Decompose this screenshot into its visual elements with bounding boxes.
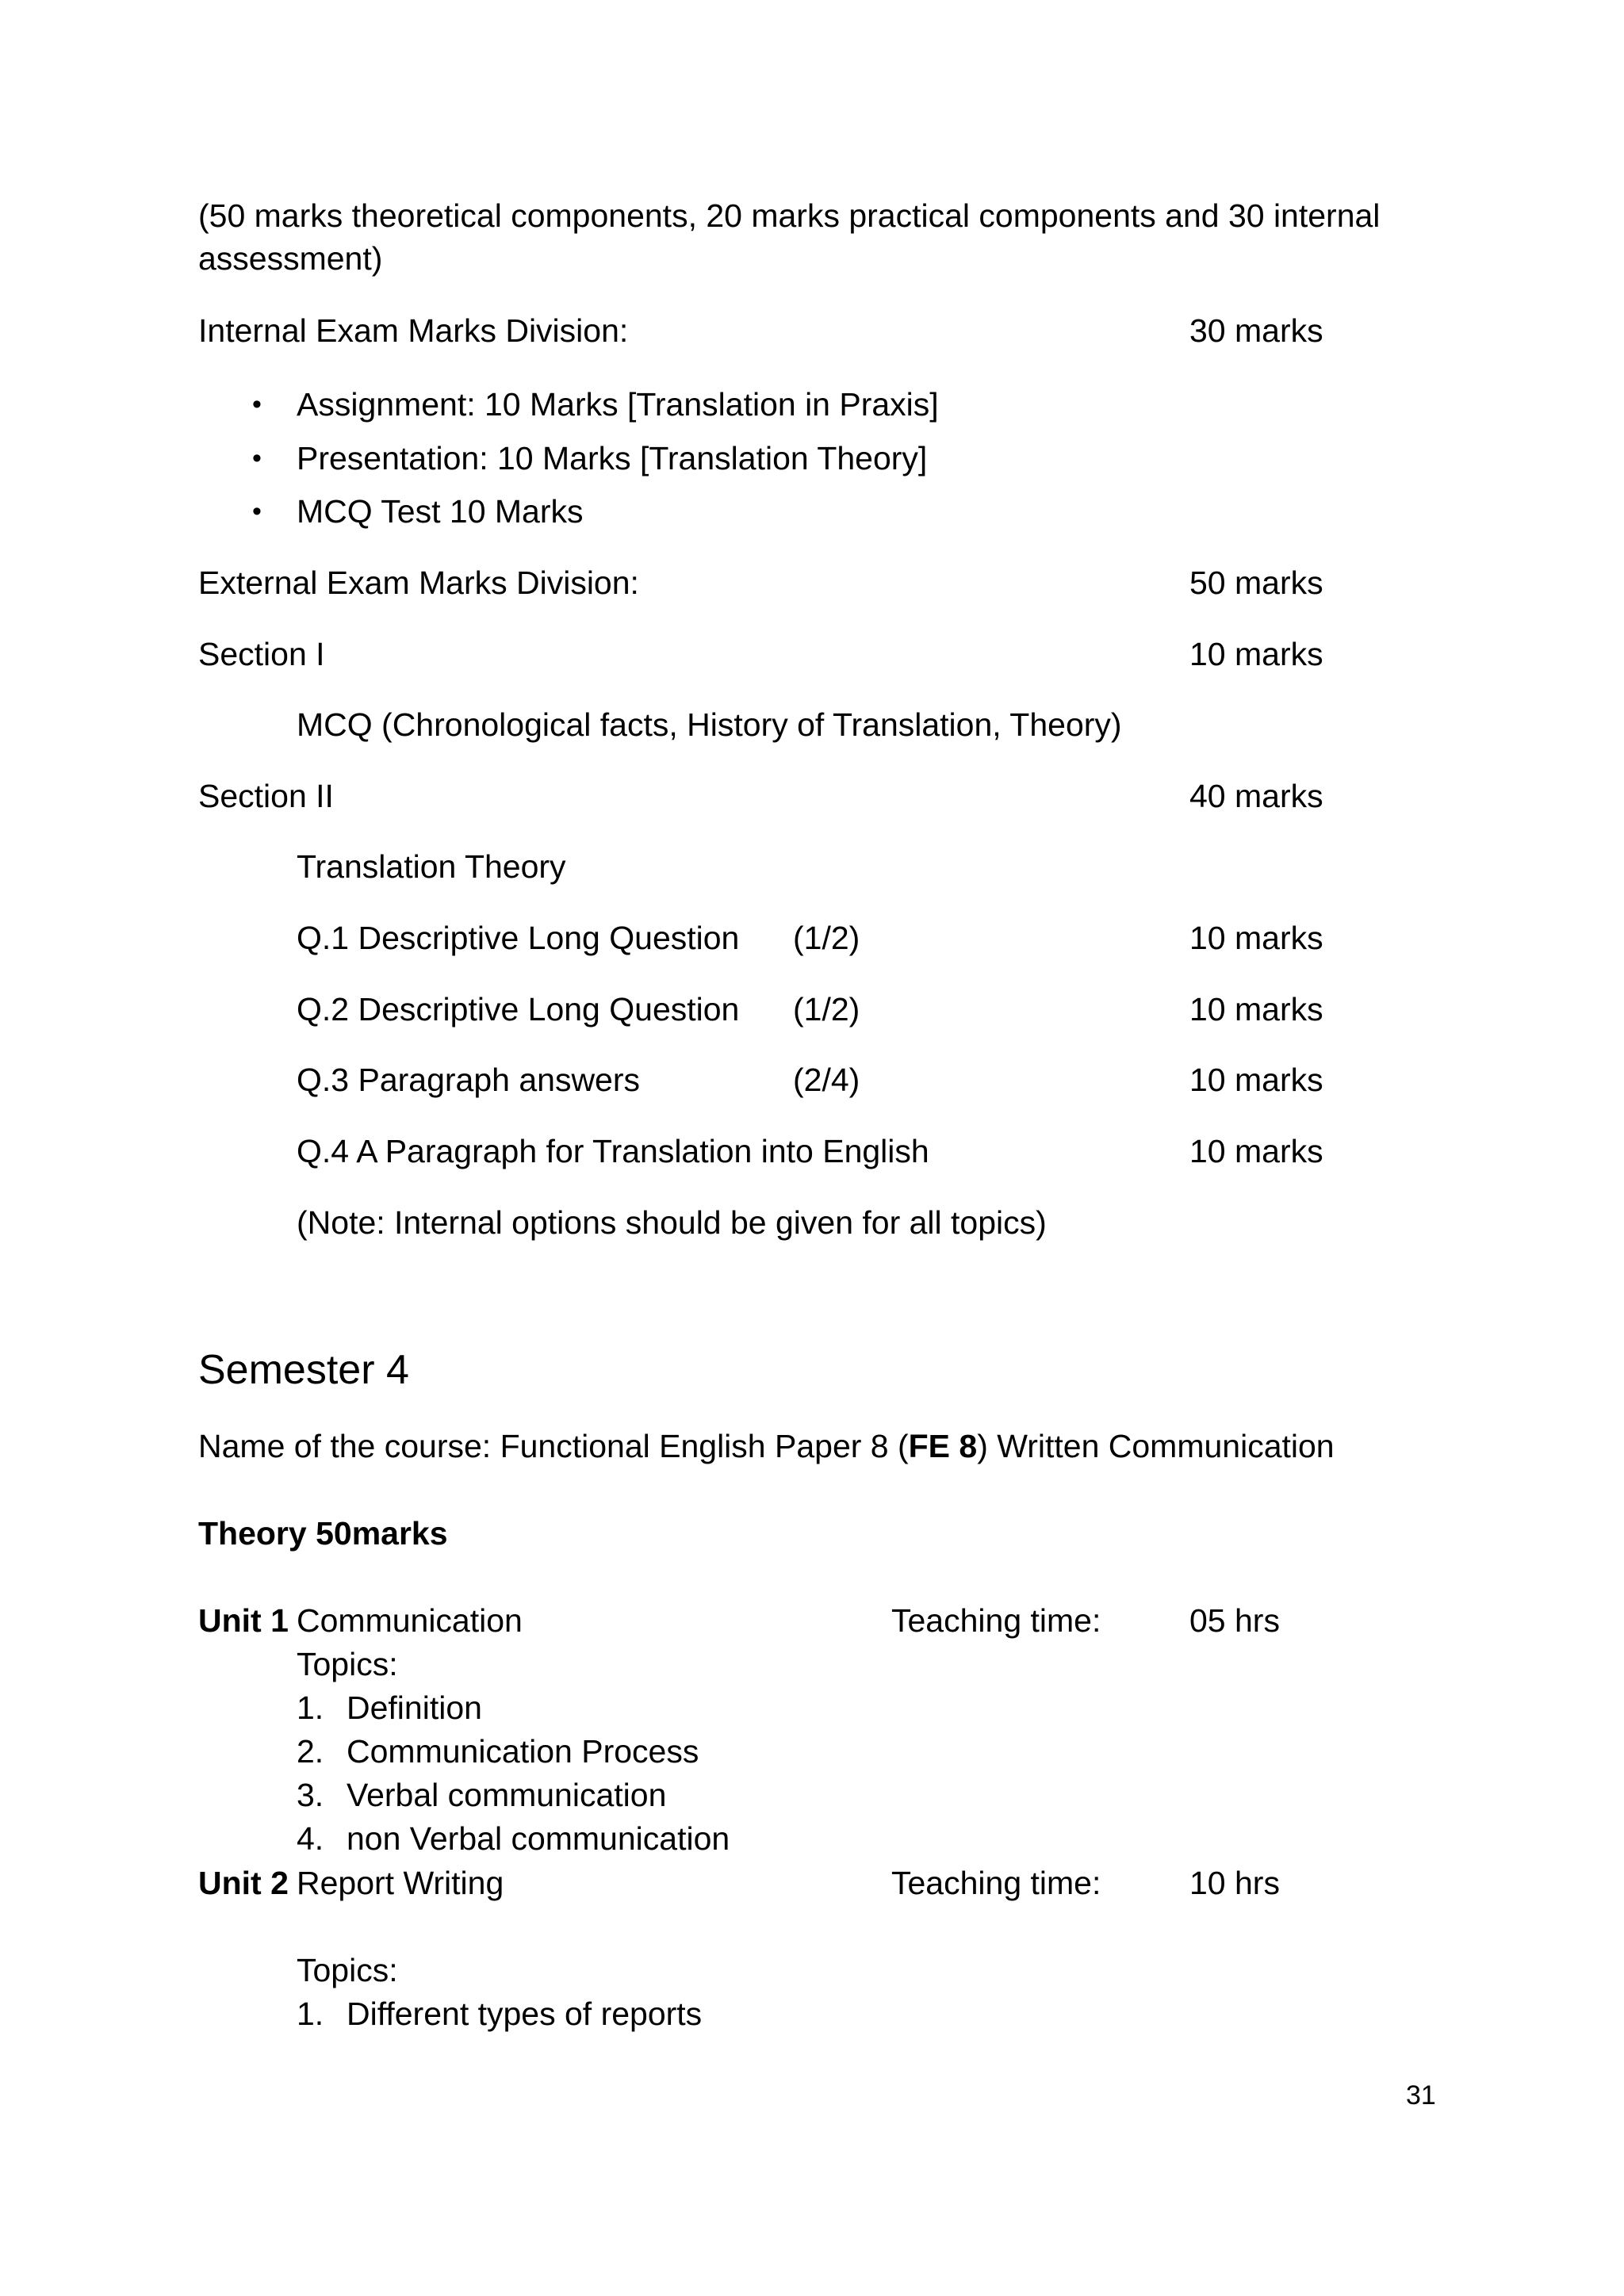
question-4-marks: 10 marks — [1189, 1133, 1323, 1169]
unit-2-label: Unit 2 — [198, 1865, 289, 1901]
section1-marks: 10 marks — [1189, 636, 1323, 672]
question-1-choice: (1/2) — [793, 920, 860, 956]
semester-heading: Semester 4 — [198, 1347, 409, 1393]
internal-bullet-3: MCQ Test 10 Marks — [297, 493, 584, 530]
page-number: 31 — [1406, 2080, 1436, 2110]
intro-line-1: (50 marks theoretical components, 20 marks practical components and 30 internal — [198, 197, 1381, 234]
unit-1-time-label: Teaching time: — [891, 1602, 1101, 1639]
unit-1-topic-1: Definition — [347, 1689, 482, 1726]
unit-1-time: 05 hrs — [1189, 1602, 1280, 1639]
section2-label: Section II — [198, 778, 334, 814]
theory-marks: Theory 50marks — [198, 1515, 448, 1552]
list-number: 2. — [297, 1733, 324, 1770]
question-2-text: Q.2 Descriptive Long Question — [297, 991, 740, 1027]
section2-subtitle: Translation Theory — [297, 848, 566, 885]
bullet-icon: • — [252, 389, 262, 419]
unit-1-topic-4: non Verbal communication — [347, 1820, 730, 1857]
list-number: 1. — [297, 1689, 324, 1726]
unit-2-time-label: Teaching time: — [891, 1865, 1101, 1901]
unit-2-title: Report Writing — [297, 1865, 504, 1901]
list-number: 1. — [297, 1996, 324, 2032]
list-number: 4. — [297, 1820, 324, 1857]
unit-1-topic-2: Communication Process — [347, 1733, 699, 1770]
course-prefix: Name of the course: Functional English Paper 8 ( — [198, 1428, 909, 1464]
question-1-text: Q.1 Descriptive Long Question — [297, 920, 740, 956]
unit-2-time: 10 hrs — [1189, 1865, 1280, 1901]
question-2-choice: (1/2) — [793, 991, 860, 1027]
external-label: External Exam Marks Division: — [198, 564, 639, 601]
section2-note: (Note: Internal options should be given for all topics) — [297, 1204, 1047, 1241]
question-1-marks: 10 marks — [1189, 920, 1323, 956]
external-marks: 50 marks — [1189, 564, 1323, 601]
question-3-text: Q.3 Paragraph answers — [297, 1062, 641, 1098]
question-2-marks: 10 marks — [1189, 991, 1323, 1027]
intro-line-2: assessment) — [198, 240, 383, 277]
course-code: FE 8 — [908, 1428, 978, 1464]
course-name — [198, 1427, 1335, 1466]
bullet-icon: • — [252, 443, 262, 473]
section1-label: Section I — [198, 636, 325, 672]
section1-desc: MCQ (Chronological facts, History of Translation, Theory) — [297, 706, 1122, 743]
question-4-text: Q.4 A Paragraph for Translation into English — [297, 1133, 929, 1169]
internal-marks: 30 marks — [1189, 312, 1323, 349]
unit-1-label: Unit 1 — [198, 1602, 289, 1639]
unit-2-topic-1: Different types of reports — [347, 1996, 703, 2032]
unit-1-topics-label: Topics: — [297, 1646, 398, 1682]
unit-2-topics-label: Topics: — [297, 1952, 398, 1988]
course-suffix: ) Written Communication — [977, 1428, 1335, 1464]
internal-bullet-2: Presentation: 10 Marks [Translation Theory] — [297, 440, 928, 476]
unit-1-title: Communication — [297, 1602, 523, 1639]
internal-bullet-1: Assignment: 10 Marks [Translation in Praxis] — [297, 386, 939, 423]
section2-marks: 40 marks — [1189, 778, 1323, 814]
question-3-marks: 10 marks — [1189, 1062, 1323, 1098]
list-number: 3. — [297, 1777, 324, 1813]
internal-label: Internal Exam Marks Division: — [198, 312, 629, 349]
question-3-choice: (2/4) — [793, 1062, 860, 1098]
bullet-icon: • — [252, 496, 262, 526]
unit-1-topic-3: Verbal communication — [347, 1777, 667, 1813]
